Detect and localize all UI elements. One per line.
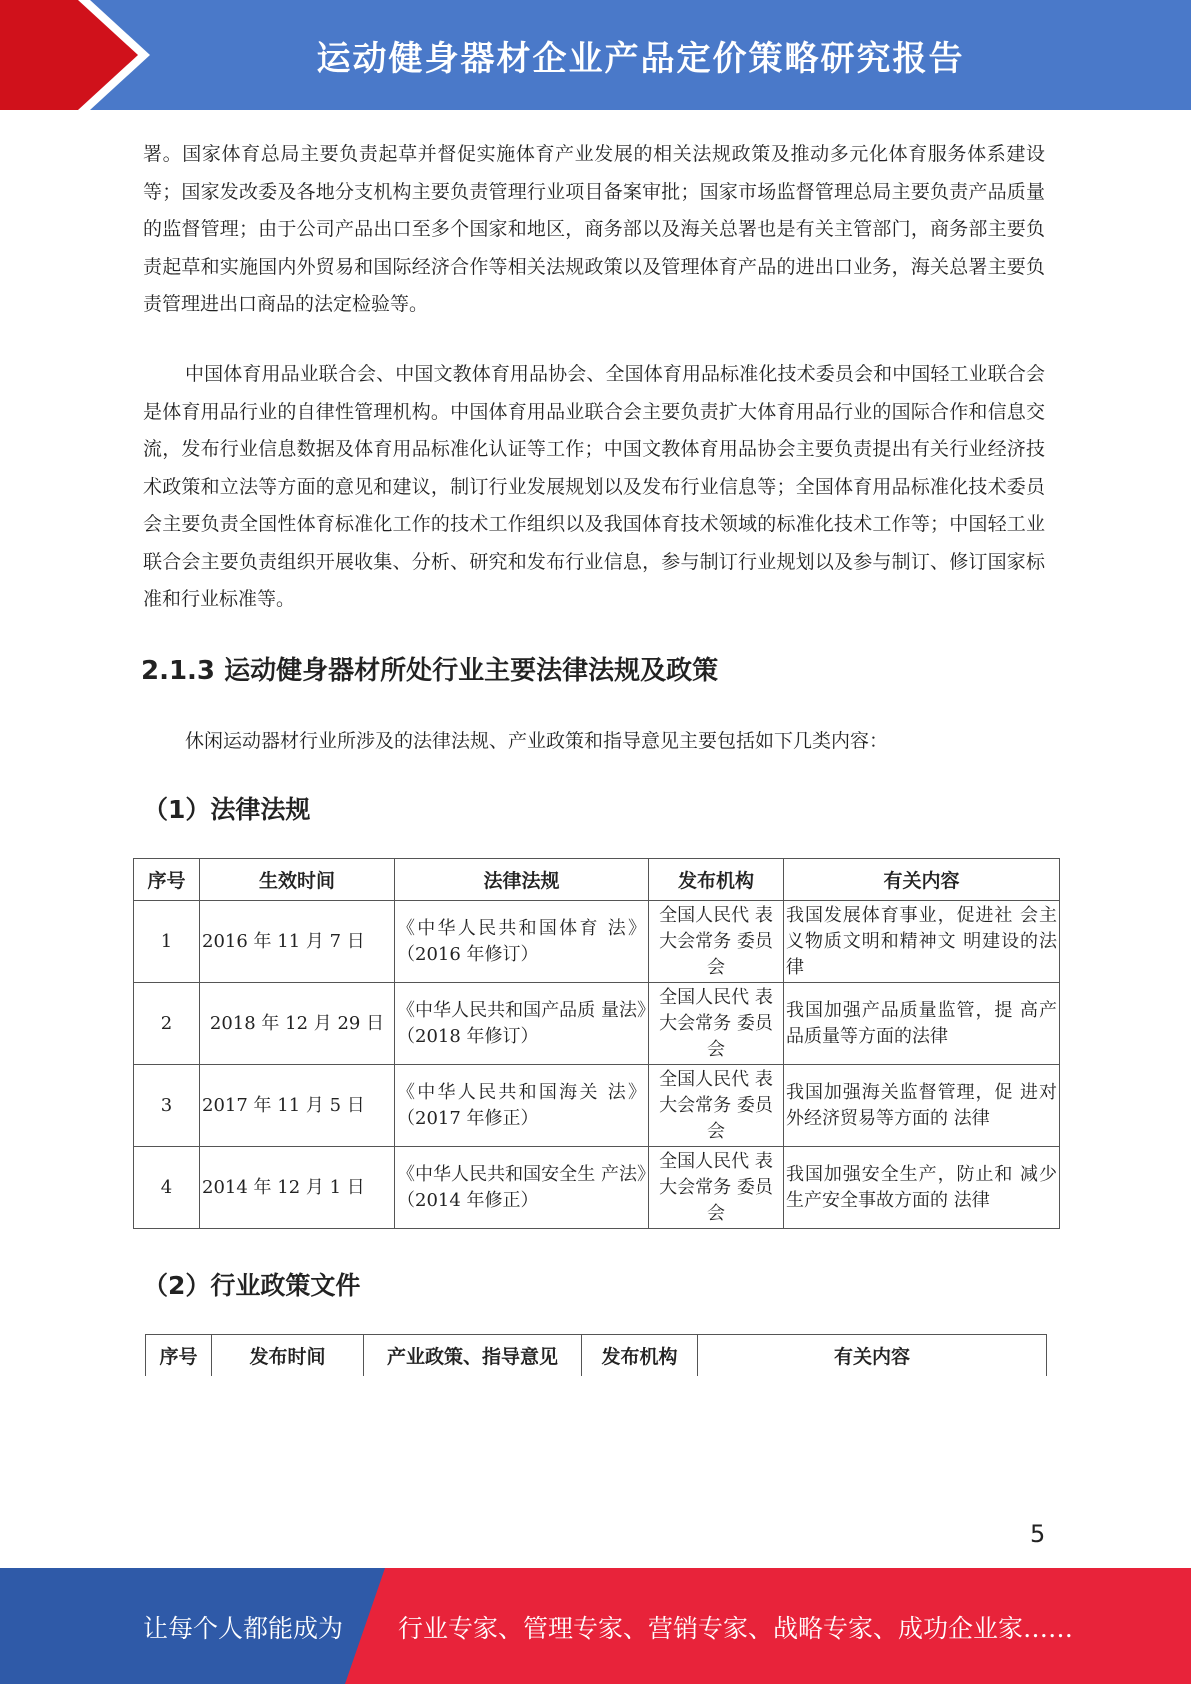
col-header-index: 序号 <box>134 859 200 901</box>
cell-date: 2016 年 11 月 7 日 <box>200 901 395 983</box>
col-header-publish-date: 发布时间 <box>212 1335 364 1377</box>
col-header-index: 序号 <box>146 1335 212 1377</box>
cell-issuer: 全国人民代 表大会常务 委员会 <box>649 901 784 983</box>
cell-content: 我国发展体育事业，促进社 会主义物质文明和精神文 明建设的法律 <box>784 901 1060 983</box>
subsection-heading-policies: （2）行业政策文件 <box>143 1271 361 1300</box>
col-header-effective-date: 生效时间 <box>200 859 395 901</box>
col-header-issuer: 发布机构 <box>649 859 784 901</box>
cell-date: 2018 年 12 月 29 日 <box>200 983 395 1065</box>
cell-law: 《中华人民共和国产品质 量法》（2018 年修订） <box>395 983 649 1065</box>
cell-issuer: 全国人民代 表大会常务 委员会 <box>649 1147 784 1229</box>
cell-date: 2017 年 11 月 5 日 <box>200 1065 395 1147</box>
col-header-policy: 产业政策、指导意见 <box>364 1335 582 1377</box>
subsection-heading-laws: （1）法律法规 <box>143 795 311 824</box>
cell-index: 1 <box>134 901 200 983</box>
laws-table <box>133 858 1060 1229</box>
col-header-issuer: 发布机构 <box>582 1335 698 1377</box>
footer-slogan-right: 行业专家、管理专家、营销专家、战略专家、成功企业家…… <box>398 1614 1074 1643</box>
cell-issuer: 全国人民代 表大会常务 委员会 <box>649 1065 784 1147</box>
body-paragraph-1: 署。国家体育总局主要负责起草并督促实施体育产业发展的相关法规政策及推动多元化体育服务体系建设等；国家发改委及各地分支机构主要负责管理行业项目备案审批；国家市场监督管理总局主要负责产品质量的监督管理；由于公司产品出口至多个国家和地区，商务部以及海关总署也是有关主管部门，商务部主要负责起草和实施国内外贸易和国际经济合作等相关法规政策以及管理体育产品的进出口业务，海关总署主要负责管理进出口商品的法定检验等。 <box>143 143 1045 315</box>
report-title: 运动健身器材企业产品定价策略研究报告 <box>316 38 965 79</box>
table-header-row <box>134 859 1060 901</box>
header-red-arrow-decoration <box>0 0 150 110</box>
cell-date: 2014 年 12 月 1 日 <box>200 1147 395 1229</box>
page-number: 5 <box>1030 1520 1046 1548</box>
policies-table <box>145 1334 1047 1376</box>
cell-content: 我国加强产品质量监管，提 高产品质量等方面的法律 <box>784 983 1060 1065</box>
table-row <box>134 983 1060 1065</box>
cell-law: 《中华人民共和国海关 法》（2017 年修正） <box>395 1065 649 1147</box>
col-header-content: 有关内容 <box>784 859 1060 901</box>
table-row <box>134 1147 1060 1229</box>
col-header-content: 有关内容 <box>698 1335 1047 1377</box>
cell-law: 《中华人民共和国体育 法》（2016 年修订） <box>395 901 649 983</box>
table-header-row <box>146 1335 1047 1377</box>
cell-index: 2 <box>134 983 200 1065</box>
section-intro: 休闲运动器材行业所涉及的法律法规、产业政策和指导意见主要包括如下几类内容： <box>185 730 889 752</box>
cell-content: 我国加强安全生产，防止和 减少生产安全事故方面的 法律 <box>784 1147 1060 1229</box>
footer-slogan-left: 让每个人都能成为 <box>143 1614 344 1643</box>
cell-content: 我国加强海关监督管理，促 进对外经济贸易等方面的 法律 <box>784 1065 1060 1147</box>
cell-issuer: 全国人民代 表大会常务 委员会 <box>649 983 784 1065</box>
table-row <box>134 1065 1060 1147</box>
table-row <box>134 901 1060 983</box>
body-paragraph-2: 中国体育用品业联合会、中国文教体育用品协会、全国体育用品标准化技术委员会和中国轻工业联合会是体育用品行业的自律性管理机构。中国体育用品业联合会主要负责扩大体育用品行业的国际合作和信息交流，发布行业信息数据及体育用品标准化认证等工作；中国文教体育用品协会主要负责提出有关行业经济技术政策和立法等方面的意见和建议，制订行业发展规划以及发布行业信息等；全国体育用品标准化技术委员会主要负责全国性体育标准化工作的技术工作组织以及我国体育技术领域的标准化技术工作等；中国轻工业联合会主要负责组织开展收集、分析、研究和发布行业信息，参与制订行业规划以及参与制订、修订国家标准和行业标准等。 <box>143 363 1045 610</box>
col-header-law: 法律法规 <box>395 859 649 901</box>
cell-law: 《中华人民共和国安全生 产法》（2014 年修正） <box>395 1147 649 1229</box>
cell-index: 3 <box>134 1065 200 1147</box>
cell-index: 4 <box>134 1147 200 1229</box>
page-header <box>0 0 1191 110</box>
section-heading: 2.1.3 运动健身器材所处行业主要法律法规及政策 <box>141 656 719 686</box>
